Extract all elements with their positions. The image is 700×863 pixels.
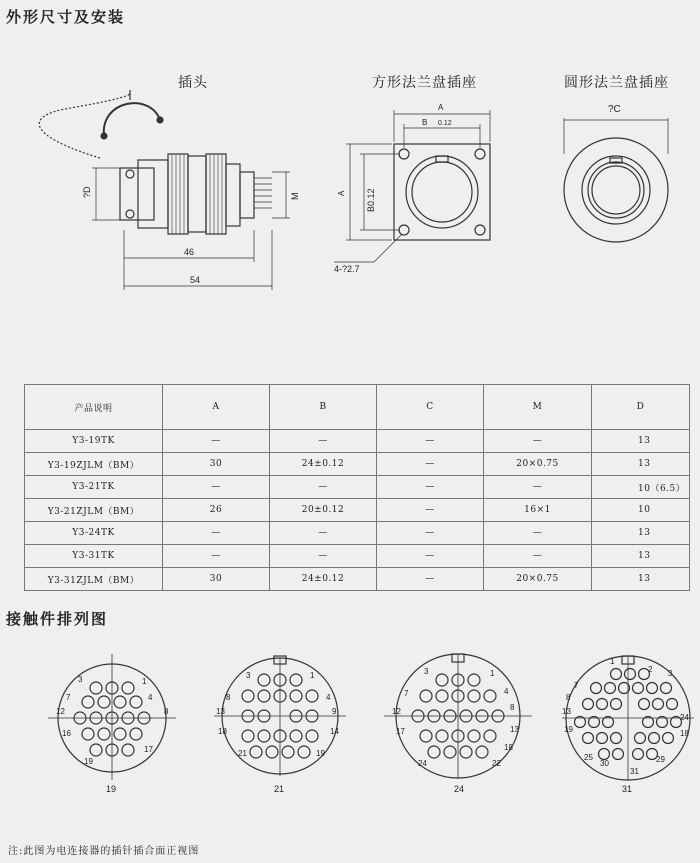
l24-label: 22 [492, 759, 501, 768]
l19-label: 12 [56, 707, 65, 716]
l21-label: 3 [246, 671, 251, 680]
cell-b: — [270, 476, 377, 499]
header-c: C [377, 385, 484, 430]
cell-a: — [163, 430, 270, 453]
plug-wire-loop [104, 103, 160, 136]
l31-label: 25 [584, 753, 593, 762]
cell-m: 20×0.75 [484, 568, 592, 591]
l21-label: 13 [216, 707, 225, 716]
cell-d: 13 [592, 522, 690, 545]
cell-m: 20×0.75 [484, 453, 592, 476]
l31-label: 8 [566, 693, 571, 702]
cell-m: — [484, 476, 592, 499]
cell-d: 13 [592, 430, 690, 453]
plug-dim-d: ?D [82, 186, 92, 198]
cell-m: — [484, 545, 592, 568]
header-m: M [484, 385, 592, 430]
l19-label: 8 [164, 707, 169, 716]
l31-label: 18 [680, 729, 689, 738]
table-row [25, 453, 690, 476]
round-socket-drawing [556, 96, 676, 256]
cell-b: — [270, 522, 377, 545]
cell-d: 13 [592, 453, 690, 476]
l31-label: 1 [610, 657, 615, 666]
l21-caption: 21 [274, 784, 285, 794]
l21-label: 21 [238, 749, 247, 758]
square-dim-b-left: B0.12 [366, 188, 376, 212]
square-dim-holes: 4-?2.7 [334, 264, 360, 274]
cell-c: — [377, 499, 484, 522]
contact-layout-19 [40, 650, 190, 800]
plug-dim-m: M [290, 192, 300, 200]
l21-label: 8 [226, 693, 231, 702]
l31-label: 29 [656, 755, 665, 764]
cell-product: Y3-31TK [25, 545, 163, 568]
l31-label: 3 [668, 669, 673, 678]
table-row [25, 499, 690, 522]
l24-label: 13 [510, 725, 519, 734]
l31-label: 24 [680, 713, 689, 722]
cell-m: — [484, 430, 592, 453]
square-dim-a-left: A [337, 190, 346, 196]
cell-c: — [377, 430, 484, 453]
l19-label: 17 [144, 745, 153, 754]
l19-caption: 19 [106, 784, 117, 794]
cell-c: — [377, 568, 484, 591]
l31-label: 31 [630, 767, 639, 776]
footer-note: 注:此图为电连接器的插针插合面正视图 [8, 846, 200, 857]
l19-label: 4 [148, 693, 153, 702]
cell-a: 30 [163, 453, 270, 476]
cell-d: 10（6.5） [592, 476, 690, 499]
header-b: B [270, 385, 377, 430]
round-dim-c: ?C [608, 104, 621, 115]
section-title-dimensions: 外形尺寸及安装 [6, 8, 126, 26]
l31-label: 19 [564, 725, 573, 734]
l24-label: 4 [504, 687, 509, 696]
cell-d: 10 [592, 499, 690, 522]
cell-a: 30 [163, 568, 270, 591]
cell-b: — [270, 545, 377, 568]
l31-caption: 31 [622, 784, 633, 794]
l31-label: 13 [562, 707, 571, 716]
l21-label: 14 [330, 727, 339, 736]
cell-product: Y3-31ZJLM（BM） [25, 568, 163, 591]
l19-label: 16 [62, 729, 71, 738]
square-dim-b-top: B [422, 118, 428, 127]
l24-label: 1 [490, 669, 495, 678]
cell-c: — [377, 476, 484, 499]
cell-b: 24±0.12 [270, 568, 377, 591]
l24-label: 12 [392, 707, 401, 716]
table-row [25, 568, 690, 591]
l19-label: 3 [78, 675, 83, 684]
cell-product: Y3-19TK [25, 430, 163, 453]
l24-label: 17 [396, 727, 405, 736]
cell-c: — [377, 545, 484, 568]
table-row [25, 545, 690, 568]
cell-a: — [163, 522, 270, 545]
l21-label: 4 [326, 693, 331, 702]
l21-label: 18 [218, 727, 227, 736]
square-socket-caption: 方形法兰盘插座 [372, 75, 477, 91]
l31-label: 7 [574, 681, 579, 690]
plug-caption: 插头 [178, 75, 208, 91]
l21-label: 9 [332, 707, 337, 716]
cell-b: 24±0.12 [270, 453, 377, 476]
l24-label: 7 [404, 689, 409, 698]
square-dim-b-tol: 0.12 [438, 120, 452, 127]
cell-m: — [484, 522, 592, 545]
contact-layout-31 [556, 648, 698, 800]
table-row [25, 430, 690, 453]
spec-table [24, 384, 690, 591]
cell-a: — [163, 476, 270, 499]
table-row [25, 476, 690, 499]
cell-b: 20±0.12 [270, 499, 377, 522]
l31-label: 2 [648, 665, 653, 674]
l19-label: 7 [66, 693, 71, 702]
cell-a: 26 [163, 499, 270, 522]
cell-c: — [377, 522, 484, 545]
cell-product: Y3-21TK [25, 476, 163, 499]
cell-product: Y3-24TK [25, 522, 163, 545]
plug-dim-46: 46 [184, 247, 195, 257]
l24-label: 3 [424, 667, 429, 676]
l24-label: 24 [418, 759, 427, 768]
cell-c: — [377, 453, 484, 476]
plug-dim-54: 54 [190, 275, 201, 285]
cell-product: Y3-21ZJLM（BM） [25, 499, 163, 522]
l24-label: 8 [510, 703, 515, 712]
plug-drawing [0, 80, 320, 300]
cell-d: 13 [592, 545, 690, 568]
l31-label: 30 [600, 759, 609, 768]
cell-product: Y3-19ZJLM（BM） [25, 453, 163, 476]
l21-label: 1 [310, 671, 315, 680]
l19-label: 19 [84, 757, 93, 766]
table-row [25, 522, 690, 545]
header-a: A [163, 385, 270, 430]
cell-a: — [163, 545, 270, 568]
cell-b: — [270, 430, 377, 453]
round-socket-caption: 圆形法兰盘插座 [564, 75, 669, 91]
header-product: 产品说明 [25, 385, 163, 430]
l24-label: 18 [504, 743, 513, 752]
l19-label: 1 [142, 677, 147, 686]
square-socket-drawing [330, 96, 510, 286]
section-title-contact-layout: 接触件排列图 [6, 610, 109, 628]
cell-d: 13 [592, 568, 690, 591]
contact-layout-21 [206, 650, 356, 800]
contact-layout-24 [378, 648, 538, 800]
cell-m: 16×1 [484, 499, 592, 522]
table-header-row [25, 385, 690, 430]
l21-label: 19 [316, 749, 325, 758]
square-dim-a-top: A [438, 103, 444, 112]
header-d: D [592, 385, 690, 430]
l24-caption: 24 [454, 784, 465, 794]
